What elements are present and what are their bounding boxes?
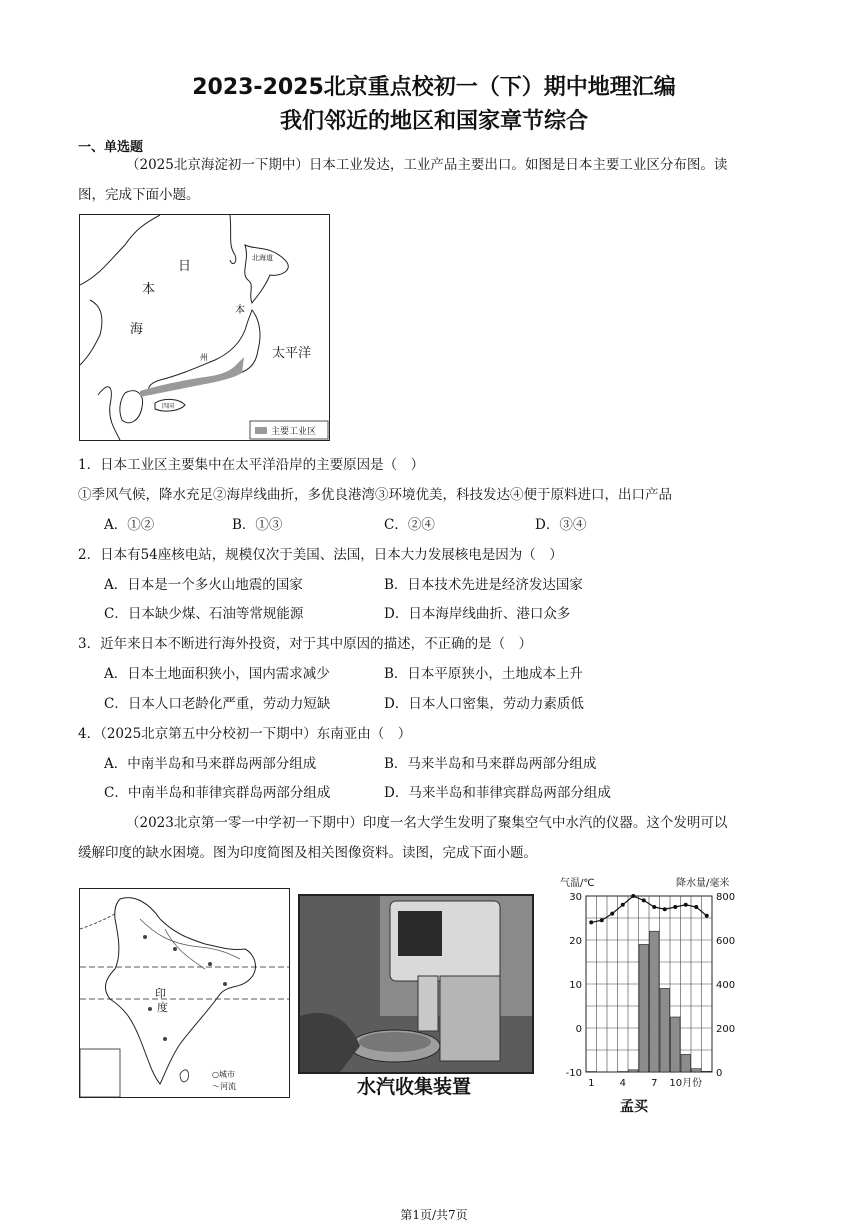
- intro2-line2: 缓解印度的缺水困境。图为印度简图及相关图像资料。读图，完成下面小题。: [78, 845, 537, 861]
- intro1-line1: （2025北京海淀初一下期中）日本工业发达，工业产品主要出口。如图是日本主要工业区分布图。读: [126, 157, 728, 173]
- honshu-label-2: 州: [200, 353, 208, 362]
- temperature-point: [694, 905, 698, 909]
- india-label-2: 度: [157, 1001, 168, 1014]
- honshu-label-1: 本: [235, 305, 245, 316]
- page-title-line1: 2023-2025北京重点校初一（下）期中地理汇编: [192, 75, 676, 100]
- precip-bar: [629, 1070, 639, 1072]
- q2-option-d[interactable]: D．日本海岸线曲折、港口众多: [384, 606, 571, 622]
- temperature-point: [621, 903, 625, 907]
- precip-bar: [650, 931, 660, 1072]
- temperature-point: [610, 912, 614, 916]
- left-axis-label: 气温/℃: [560, 878, 595, 889]
- right-tick-label: 400: [716, 980, 736, 991]
- india-legend-city: ○城市: [212, 1070, 235, 1079]
- precip-bar: [692, 1069, 702, 1072]
- left-tick-label: 10: [569, 980, 582, 991]
- temperature-point: [600, 918, 604, 922]
- q4-option-b[interactable]: B．马来半岛和马来群岛两部分组成: [384, 756, 597, 772]
- q1-stem: 1．日本工业区主要集中在太平洋沿岸的主要原因是（ ）: [78, 457, 425, 473]
- x-tick-label: 10月份: [669, 1078, 703, 1089]
- intro2-line1: （2023北京第一零一中学初一下期中）印度一名大学生发明了聚集空气中水汽的仪器。这个发明可以: [126, 815, 728, 831]
- precip-bar: [639, 944, 649, 1072]
- q4-option-c[interactable]: C．中南半岛和菲律宾群岛两部分组成: [104, 785, 331, 801]
- left-tick-label: 20: [569, 936, 582, 947]
- left-tick-label: 0: [575, 1024, 582, 1035]
- q3-option-b[interactable]: B．日本平原狭小，土地成本上升: [384, 666, 583, 682]
- page-title-line2: 我们邻近的地区和国家章节综合: [279, 109, 588, 134]
- shikoku-label: 四国: [162, 403, 175, 410]
- precip-bar: [660, 988, 670, 1072]
- q2-option-c[interactable]: C．日本缺少煤、石油等常规能源: [104, 606, 304, 622]
- precip-bar: [681, 1054, 691, 1072]
- right-tick-label: 200: [716, 1024, 736, 1035]
- photo-caption: 水汽收集装置: [356, 1076, 471, 1098]
- q1-choices: ①季风气候，降水充足②海岸线曲折，多优良港湾③环境优美，科技发达④便于原料进口，出口产品: [78, 487, 672, 503]
- x-tick-label: 7: [651, 1078, 658, 1089]
- q2-option-a[interactable]: A．日本是一个多火山地震的国家: [104, 577, 303, 593]
- ocean-label: 太平洋: [272, 346, 312, 361]
- photo-svg: [300, 896, 532, 1072]
- sea-label-3: 海: [130, 322, 144, 337]
- temperature-point: [642, 898, 646, 902]
- temperature-point: [684, 903, 688, 907]
- q1-option-b[interactable]: B．①③: [232, 517, 283, 533]
- section-heading: 一、单选题: [78, 140, 144, 155]
- x-tick-label: 4: [619, 1078, 626, 1089]
- q1-option-c[interactable]: C．②④: [384, 517, 435, 533]
- q2-stem: 2．日本有54座核电站，规模仅次于美国、法国，日本大力发展核电是因为（ ）: [78, 547, 563, 563]
- q4-stem: 4．（2025北京第五中分校初一下期中）东南亚由（ ）: [78, 726, 412, 742]
- right-axis-label: 降水量/毫米: [676, 878, 730, 889]
- temperature-point: [705, 914, 709, 918]
- india-label-1: 印: [155, 987, 166, 1000]
- x-tick-label: 1: [588, 1078, 595, 1089]
- climate-chart-svg: [552, 872, 752, 1094]
- hokkaido-label: 北海道: [252, 254, 273, 262]
- india-map-svg: [80, 889, 289, 1097]
- india-map: [79, 888, 290, 1098]
- water-collector-photo: [298, 894, 534, 1074]
- precip-bar: [671, 1017, 681, 1072]
- q1-option-a[interactable]: A．①②: [104, 517, 155, 533]
- right-tick-label: 600: [716, 936, 736, 947]
- q3-option-c[interactable]: C．日本人口老龄化严重，劳动力短缺: [104, 696, 331, 712]
- q4-option-a[interactable]: A．中南半岛和马来群岛两部分组成: [104, 756, 317, 772]
- temperature-point: [631, 894, 635, 898]
- japan-map: [79, 214, 330, 441]
- q4-option-d[interactable]: D．马来半岛和菲律宾群岛两部分组成: [384, 785, 611, 801]
- q1-option-d[interactable]: D．③④: [535, 517, 587, 533]
- left-tick-label: -10: [565, 1068, 582, 1079]
- japan-legend-label: 主要工业区: [271, 427, 317, 437]
- q2-option-b[interactable]: B．日本技术先进是经济发达国家: [384, 577, 583, 593]
- chart-city-label: 孟买: [620, 1099, 648, 1115]
- temperature-point: [652, 905, 656, 909]
- right-tick-label: 0: [716, 1068, 723, 1079]
- q3-option-a[interactable]: A．日本土地面积狭小，国内需求减少: [104, 666, 330, 682]
- sea-label-2: 本: [142, 282, 156, 297]
- temperature-point: [673, 905, 677, 909]
- temperature-point: [663, 907, 667, 911]
- page-footer: 第1页/共7页: [400, 1208, 468, 1222]
- left-tick-label: 30: [569, 892, 582, 903]
- right-tick-label: 800: [716, 892, 736, 903]
- q3-stem: 3．近年来日本不断进行海外投资，对于其中原因的描述，不正确的是（ ）: [78, 636, 533, 652]
- temperature-point: [589, 920, 593, 924]
- q3-option-d[interactable]: D．日本人口密集，劳动力素质低: [384, 696, 584, 712]
- climate-chart: [552, 872, 752, 1094]
- sea-label-1: 日: [178, 259, 192, 274]
- precip-bar: [702, 1071, 712, 1072]
- intro1-line2: 图，完成下面小题。: [78, 187, 200, 203]
- india-legend-river: ～河流: [212, 1082, 236, 1091]
- japan-map-svg: [80, 215, 329, 440]
